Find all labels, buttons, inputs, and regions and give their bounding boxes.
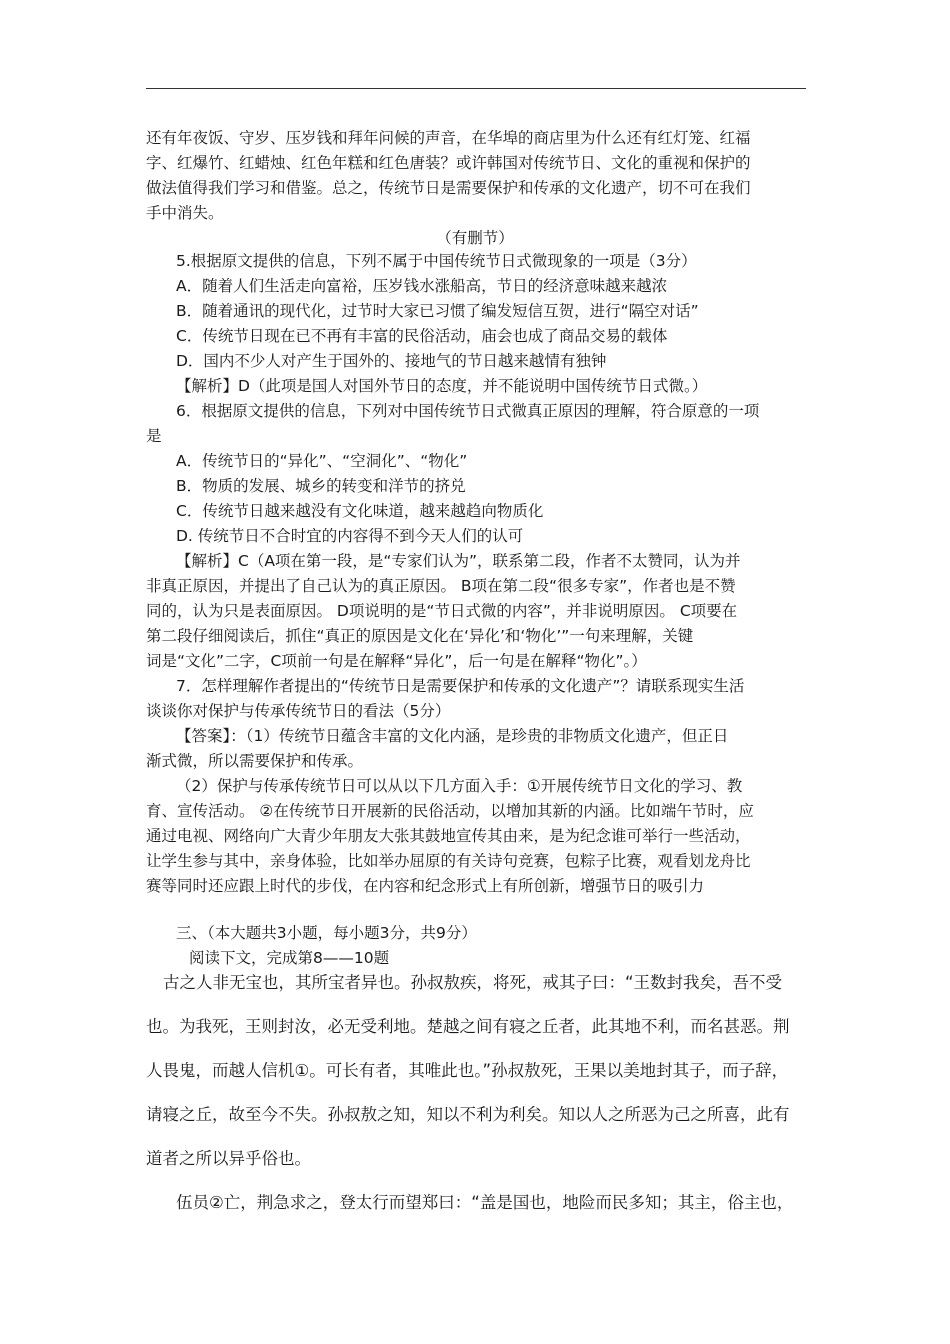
intro-line: 做法值得我们学习和借鉴。总之，传统节日是需要保护和传承的文化遗产，切不可在我们 xyxy=(146,179,751,197)
q6-stem: 是 xyxy=(146,427,162,445)
q6-option: C．传统节日越来越没有文化味道，越来越趋向物质化 xyxy=(176,502,544,520)
q6-stem: 6．根据原文提供的信息，下列对中国传统节日式微真正原因的理解，符合原意的一项 xyxy=(176,402,760,420)
q7-stem: 7．怎样理解作者提出的“传统节日是需要保护和传承的文化遗产”？请联系现实生活 xyxy=(176,677,745,695)
section-heading: 三、（本大题共3小题，每小题3分，共9分） xyxy=(176,924,477,942)
q5-option: D．国内不少人对产生于国外的、接地气的节日越来越情有独钟 xyxy=(176,352,607,370)
passage-line: 请寝之丘，故至今不失。孙叔敖之知，知以不利为利矣。知以人之所恶为己之所喜，此有 xyxy=(146,1105,790,1124)
q6-analysis: 第二段仔细阅读后，抓住“真正的原因是文化在‘异化’和‘物化’”一句来理解，关键 xyxy=(146,627,694,645)
q7-answer: 渐式微，所以需要保护和传承。 xyxy=(146,752,364,770)
q6-option: A．传统节日的“异化”、“空洞化”、“物化” xyxy=(176,452,468,470)
abridged-note: （有删节） xyxy=(436,229,514,247)
q6-analysis: 非真正原因，并提出了自己认为的真正原因。 B项在第二段“很多专家”，作者也是不赞 xyxy=(146,577,736,595)
header-rule xyxy=(146,88,806,89)
q6-analysis: 词是“文化”二字，C项前一句是在解释“异化”，后一句是在解释“物化”。） xyxy=(146,652,647,670)
intro-line: 手中消失。 xyxy=(146,204,224,222)
q7-answer: （2）保护与传承传统节日可以从以下几方面入手：①开展传统节日文化的学习、教 xyxy=(176,777,743,795)
passage-line: 古之人非无宝也，其所宝者异也。孙叔敖疾，将死，戒其子曰：“王数封我矣，吾不受 xyxy=(163,973,783,992)
q6-option: D. 传统节日不合时宜的内容得不到今天人们的认可 xyxy=(176,527,524,545)
passage-line: 伍员②亡，荆急求之，登太行而望郑曰：“盖是国也，地险而民多知；其主，俗主也， xyxy=(176,1193,794,1212)
passage-line: 人畏鬼，而越人信机①。可长有者，其唯此也。”孙叔敖死，王果以美地封其子，而子辞， xyxy=(146,1061,789,1080)
q5-stem: 5.根据原文提供的信息，下列不属于中国传统节日式微现象的一项是（3分） xyxy=(176,252,697,270)
intro-line: 字、红爆竹、红蜡烛、红色年糕和红色唐装？或许韩国对传统节日、文化的重视和保护的 xyxy=(146,154,751,172)
intro-line: 还有年夜饭、守岁、压岁钱和拜年问候的声音，在华埠的商店里为什么还有红灯笼、红福 xyxy=(146,129,751,147)
q6-analysis: 同的，认为只是表面原因。 D项说明的是“节日式微的内容”，并非说明原因。 C项要在 xyxy=(146,602,738,620)
q5-option: A．随着人们生活走向富裕，压岁钱水涨船高，节日的经济意味越来越浓 xyxy=(176,277,668,295)
section-instruction: 阅读下文，完成第8——10题 xyxy=(189,949,390,967)
q6-analysis: 【解析】C（A项在第一段，是“专家们认为”，联系第二段，作者不太赞同，认为并 xyxy=(176,552,741,570)
q7-answer: 【答案】：（1）传统节日蕴含丰富的文化内涵，是珍贵的非物质文化遗产，但正日 xyxy=(176,727,729,745)
q7-answer: 让学生参与其中，亲身体验，比如举办屈原的有关诗句竞赛，包粽子比赛，观看划龙舟比 xyxy=(146,852,751,870)
q7-answer: 通过电视、网络向广大青少年朋友大张其鼓地宣传其由来，是为纪念谁可举行一些活动， xyxy=(146,827,751,845)
q7-stem: 谈谈你对保护与传承传统节日的看法（5分） xyxy=(146,702,451,720)
q7-answer: 赛等同时还应跟上时代的步伐，在内容和纪念形式上有所创新，增强节日的吸引力 xyxy=(146,877,705,895)
q5-option: B．随着通讯的现代化，过节时大家已习惯了编发短信互贺，进行“隔空对话” xyxy=(176,302,699,320)
q6-option: B．物质的发展、城乡的转变和洋节的挤兑 xyxy=(176,477,466,495)
q7-answer: 育、宣传活动。 ②在传统节日开展新的民俗活动，以增加其新的内涵。比如端午节时，应 xyxy=(146,802,754,820)
q5-analysis: 【解析】D（此项是国人对国外节日的态度，并不能说明中国传统节日式微。） xyxy=(176,377,708,395)
passage-line: 也。为我死，王则封汝，必无受利地。楚越之间有寝之丘者，此其地不利，而名甚恶。荆 xyxy=(146,1017,790,1036)
passage-line: 道者之所以异乎俗也。 xyxy=(146,1149,311,1168)
q5-option: C．传统节日现在已不再有丰富的民俗活动，庙会也成了商品交易的载体 xyxy=(176,327,668,345)
